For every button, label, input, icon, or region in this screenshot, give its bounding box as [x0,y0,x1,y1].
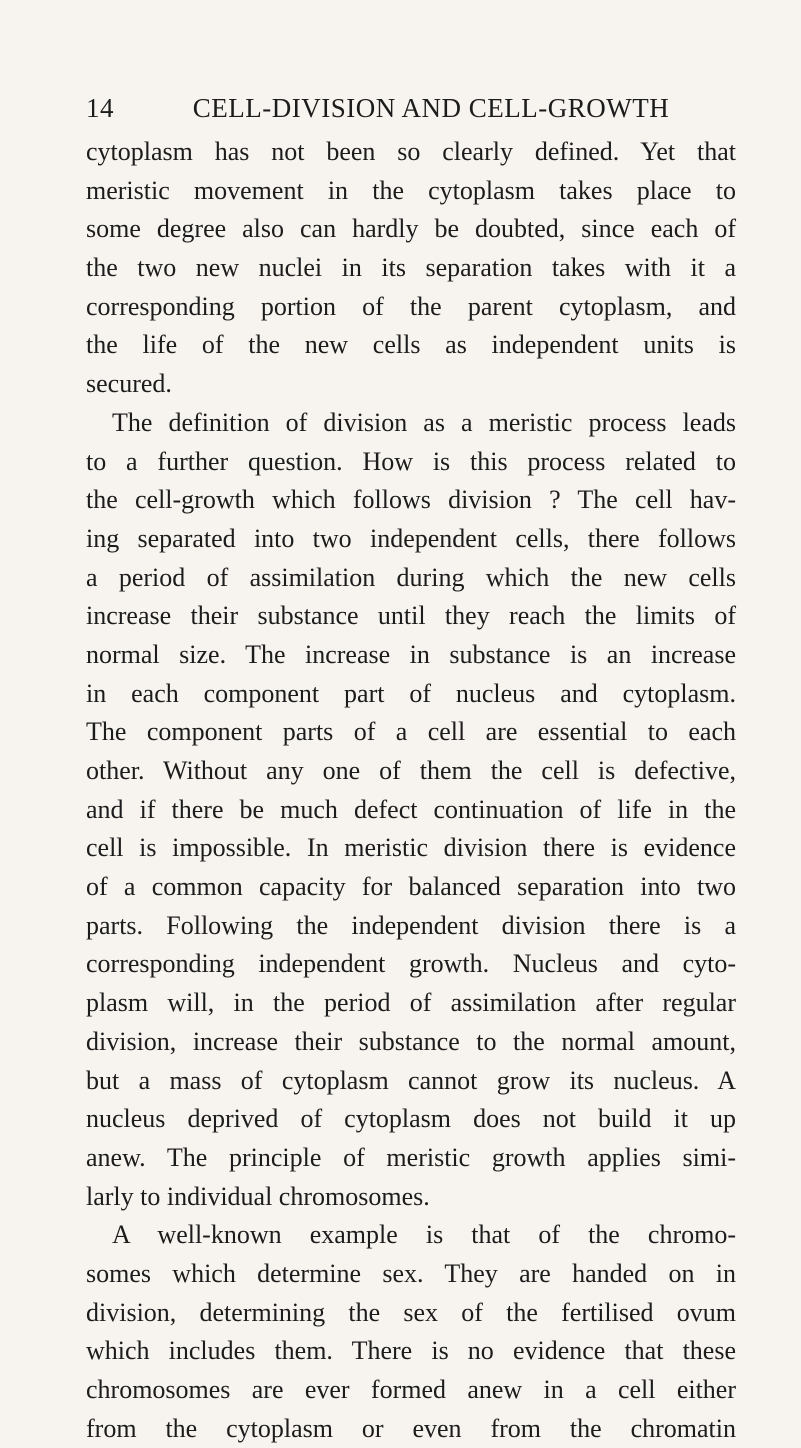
text-line: chromosomes are ever formed anew in a cell either [86,1375,736,1404]
text-line: normal size. The increase in substance is an increase [86,639,736,669]
text-line: ing separated into two independent cells, there follows [86,523,736,553]
text-line: larly to individual chromosomes. [86,1181,430,1211]
text-line: The component parts of a cell are essential to each [86,717,736,747]
text-line: A well-known example is that of the chromo- [112,1220,736,1250]
text-line: to a further question. How is this process related to [86,446,736,476]
text-line: other. Without any one of them the cell is defective, [86,756,736,785]
text-line: in each component part of nucleus and cytoplasm. [86,678,736,708]
text-line: The definition of division as a meristic process leads [112,407,736,437]
text-line: parts. Following the independent division there is a [86,910,736,940]
text-line: the cell-growth which follows division ? The cell hav- [86,485,736,515]
text-line: anew. The principle of meristic growth applies simi- [86,1142,736,1172]
text-line: corresponding independent growth. Nucleus and cyto- [86,949,736,979]
text-line: nucleus deprived of cytoplasm does not build it up [86,1104,736,1134]
text-line: somes which determine sex. They are handed on in [86,1258,736,1288]
text-line: but a mass of cytoplasm cannot grow its nucleus. A [86,1065,736,1095]
text-line: from the cytoplasm or even from the chromatin [86,1413,736,1443]
text-line: which includes them. There is no evidence that these [86,1336,736,1366]
text-line: corresponding portion of the parent cytoplasm, and [86,291,736,321]
text-line: plasm will, in the period of assimilation after regular [86,988,736,1018]
text-line: and if there be much defect continuation of life in the [86,794,736,824]
text-line: of a common capacity for balanced separation into two [86,872,736,902]
text-line: meristic movement in the cytoplasm takes place to [86,175,736,205]
text-line: secured. [86,369,172,399]
page-number: 14 [86,93,114,123]
text-line: cytoplasm has not been so clearly defined. Yet that [86,137,736,166]
text-line: division, determining the sex of the fertilised ovum [86,1297,736,1327]
text-line: some degree also can hardly be doubted, since each of [86,214,736,244]
text-line: division, increase their substance to the normal amount, [86,1026,736,1056]
running-title: CELL-DIVISION AND CELL-GROWTH [192,93,670,123]
text-line: cell is impossible. In meristic division there is evidence [86,833,736,863]
text-line: increase their substance until they reach the limits of [86,601,736,631]
text-line: the life of the new cells as independent units is [86,330,736,360]
running-head [86,88,736,128]
body-text [86,133,736,1448]
text-line: the two new nuclei in its separation takes with it a [86,253,736,283]
text-line: a period of assimilation during which the new cells [86,562,736,592]
